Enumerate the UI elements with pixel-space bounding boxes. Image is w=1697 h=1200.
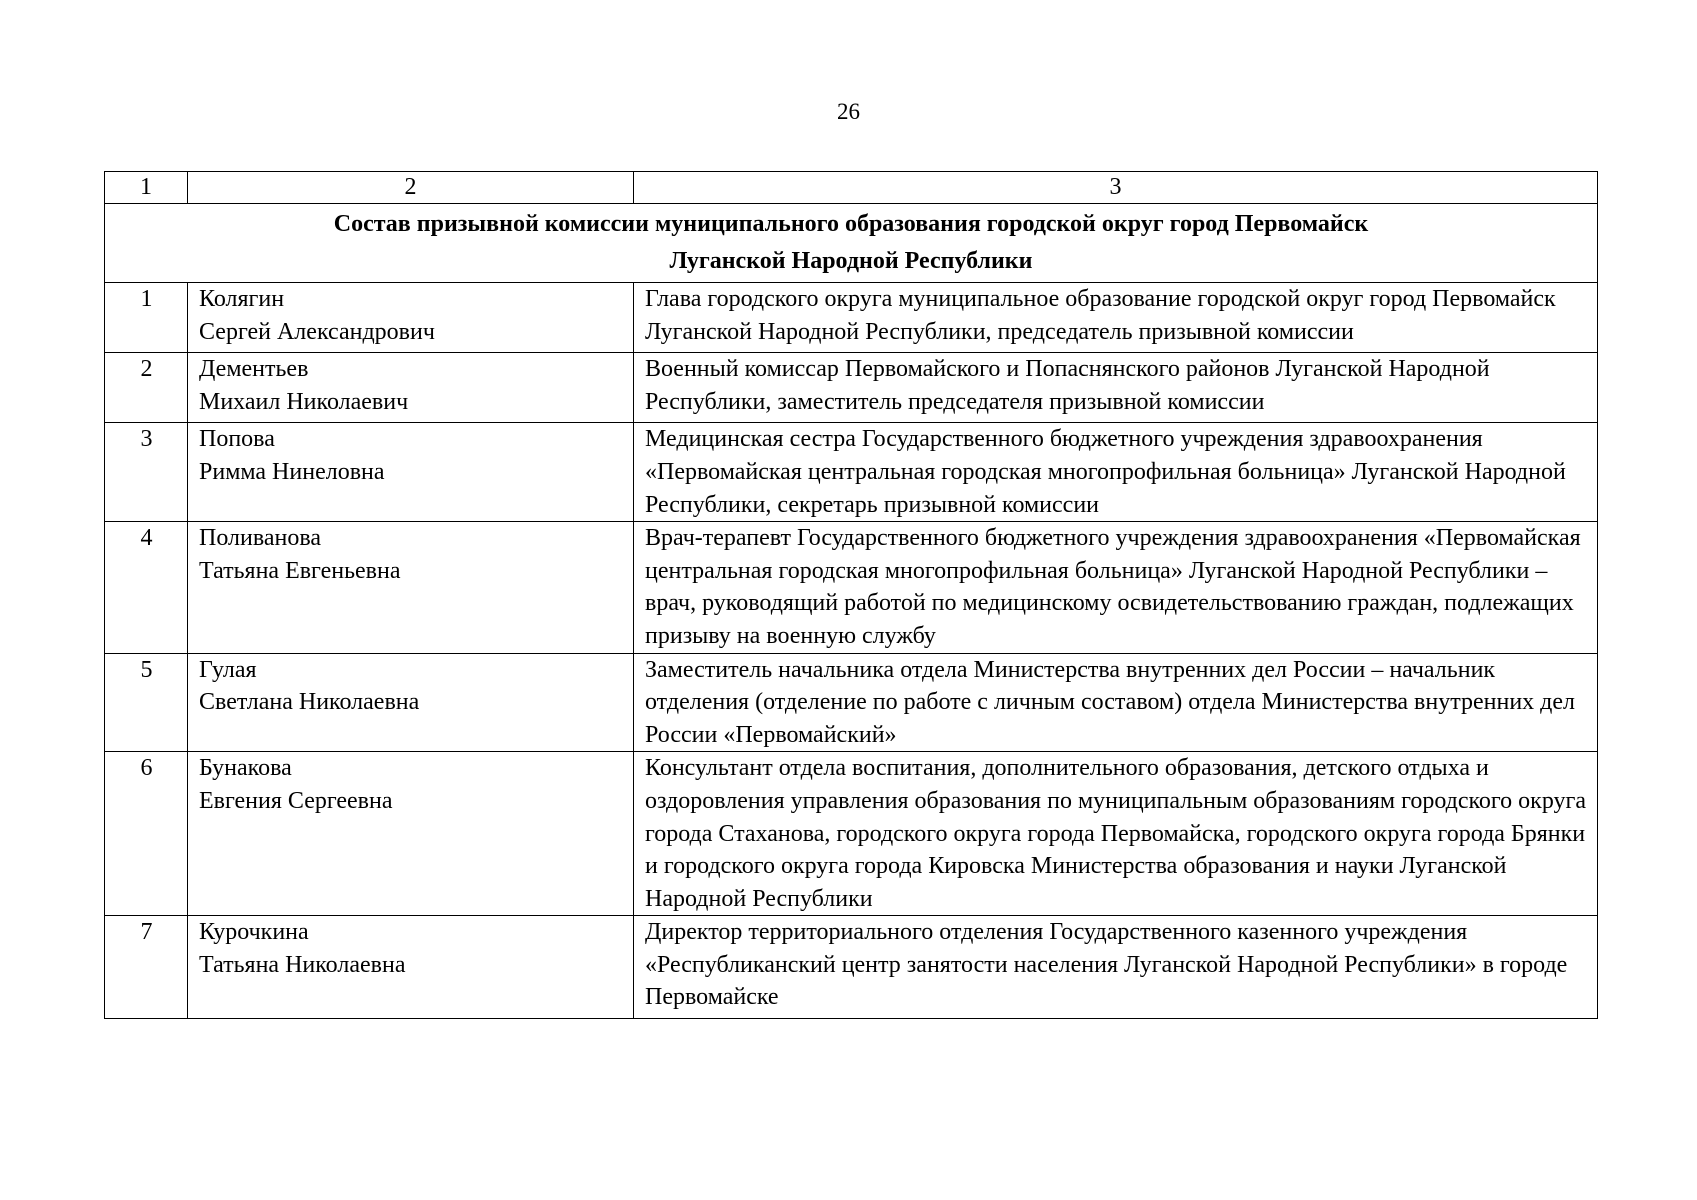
- section-title-line-1: Состав призывной комиссии муниципального образования городской округ город Первомайск: [333, 211, 1369, 237]
- section-title-row: [105, 204, 1598, 283]
- member-name: [188, 522, 634, 653]
- member-row: [105, 916, 1598, 1019]
- member-position: Директор территориального отделения Государственного казенного учреждения «Республиканский центр занятости населения Луганской Народной Республики» в городе Первомайске: [634, 916, 1598, 1019]
- member-row: [105, 522, 1598, 653]
- member-surname: Бунакова: [199, 755, 292, 782]
- member-row: [105, 353, 1598, 423]
- member-given-names: Татьяна Евгеньевна: [199, 557, 401, 584]
- member-given-names: Евгения Сергеевна: [199, 787, 393, 814]
- column-header-1: 1: [105, 172, 188, 204]
- member-position: Военный комиссар Первомайского и Попаснянского районов Луганской Народной Республики, заместитель председателя призывной комиссии: [634, 353, 1598, 423]
- page-number: 26: [837, 99, 860, 124]
- member-name: [188, 653, 634, 752]
- member-given-names: Светлана Николаевна: [199, 689, 420, 716]
- member-name: [188, 752, 634, 916]
- member-number: 3: [105, 423, 188, 522]
- section-title-line-2: Луганской Народной Республики: [669, 248, 1033, 274]
- member-number: 4: [105, 522, 188, 653]
- member-position: Заместитель начальника отдела Министерства внутренних дел России – начальник отделения (отделение по работе с личным составом) отдела Министерства внутренних дел России «Первомайский»: [634, 653, 1598, 752]
- member-given-names: Татьяна Николаевна: [199, 951, 406, 978]
- member-row: [105, 752, 1598, 916]
- member-name: [188, 916, 634, 1019]
- column-header-row: [105, 172, 1598, 204]
- member-row: [105, 283, 1598, 353]
- member-number: 2: [105, 353, 188, 423]
- member-surname: Поливанова: [199, 525, 322, 552]
- member-surname: Дементьев: [199, 356, 309, 383]
- member-name: [188, 353, 634, 423]
- member-number: 6: [105, 752, 188, 916]
- member-position: Консультант отдела воспитания, дополнительного образования, детского отдыха и оздоровления управления образования по муниципальным образованиям городского округа города Стаханова, городского округа города Первомайска, городского округа города Брянки и городского округа города Кировска Министерства образования и науки Луганской Народной Республики: [634, 752, 1598, 916]
- member-surname: Попова: [199, 426, 275, 453]
- member-given-names: Сергей Александрович: [199, 318, 435, 345]
- member-surname: Колягин: [199, 286, 285, 312]
- member-surname: Курочкина: [199, 919, 309, 946]
- column-header-3: 3: [634, 172, 1598, 204]
- member-row: [105, 653, 1598, 752]
- section-title: [105, 204, 1598, 283]
- commission-table: [104, 171, 1598, 1019]
- member-position: Медицинская сестра Государственного бюджетного учреждения здравоохранения «Первомайская центральная городская многопрофильная больница» Луганской Народной Республики, секретарь призывной комиссии: [634, 423, 1598, 522]
- member-given-names: Римма Нинеловна: [199, 458, 385, 485]
- member-number: 1: [105, 283, 188, 353]
- member-name: [188, 283, 634, 353]
- member-name: [188, 423, 634, 522]
- member-number: 7: [105, 916, 188, 1019]
- member-position: Глава городского округа муниципальное образование городской округ город Первомайск Луганской Народной Республики, председатель призывной комиссии: [634, 283, 1598, 353]
- member-position: Врач-терапевт Государственного бюджетного учреждения здравоохранения «Первомайская центральная городская многопрофильная больница» Луганской Народной Республики – врач, руководящий работой по медицинскому освидетельствованию граждан, подлежащих призыву на военную службу: [634, 522, 1598, 653]
- member-surname: Гулая: [199, 656, 257, 683]
- member-number: 5: [105, 653, 188, 752]
- member-row: [105, 423, 1598, 522]
- column-header-2: 2: [188, 172, 634, 204]
- member-given-names: Михаил Николаевич: [199, 388, 409, 415]
